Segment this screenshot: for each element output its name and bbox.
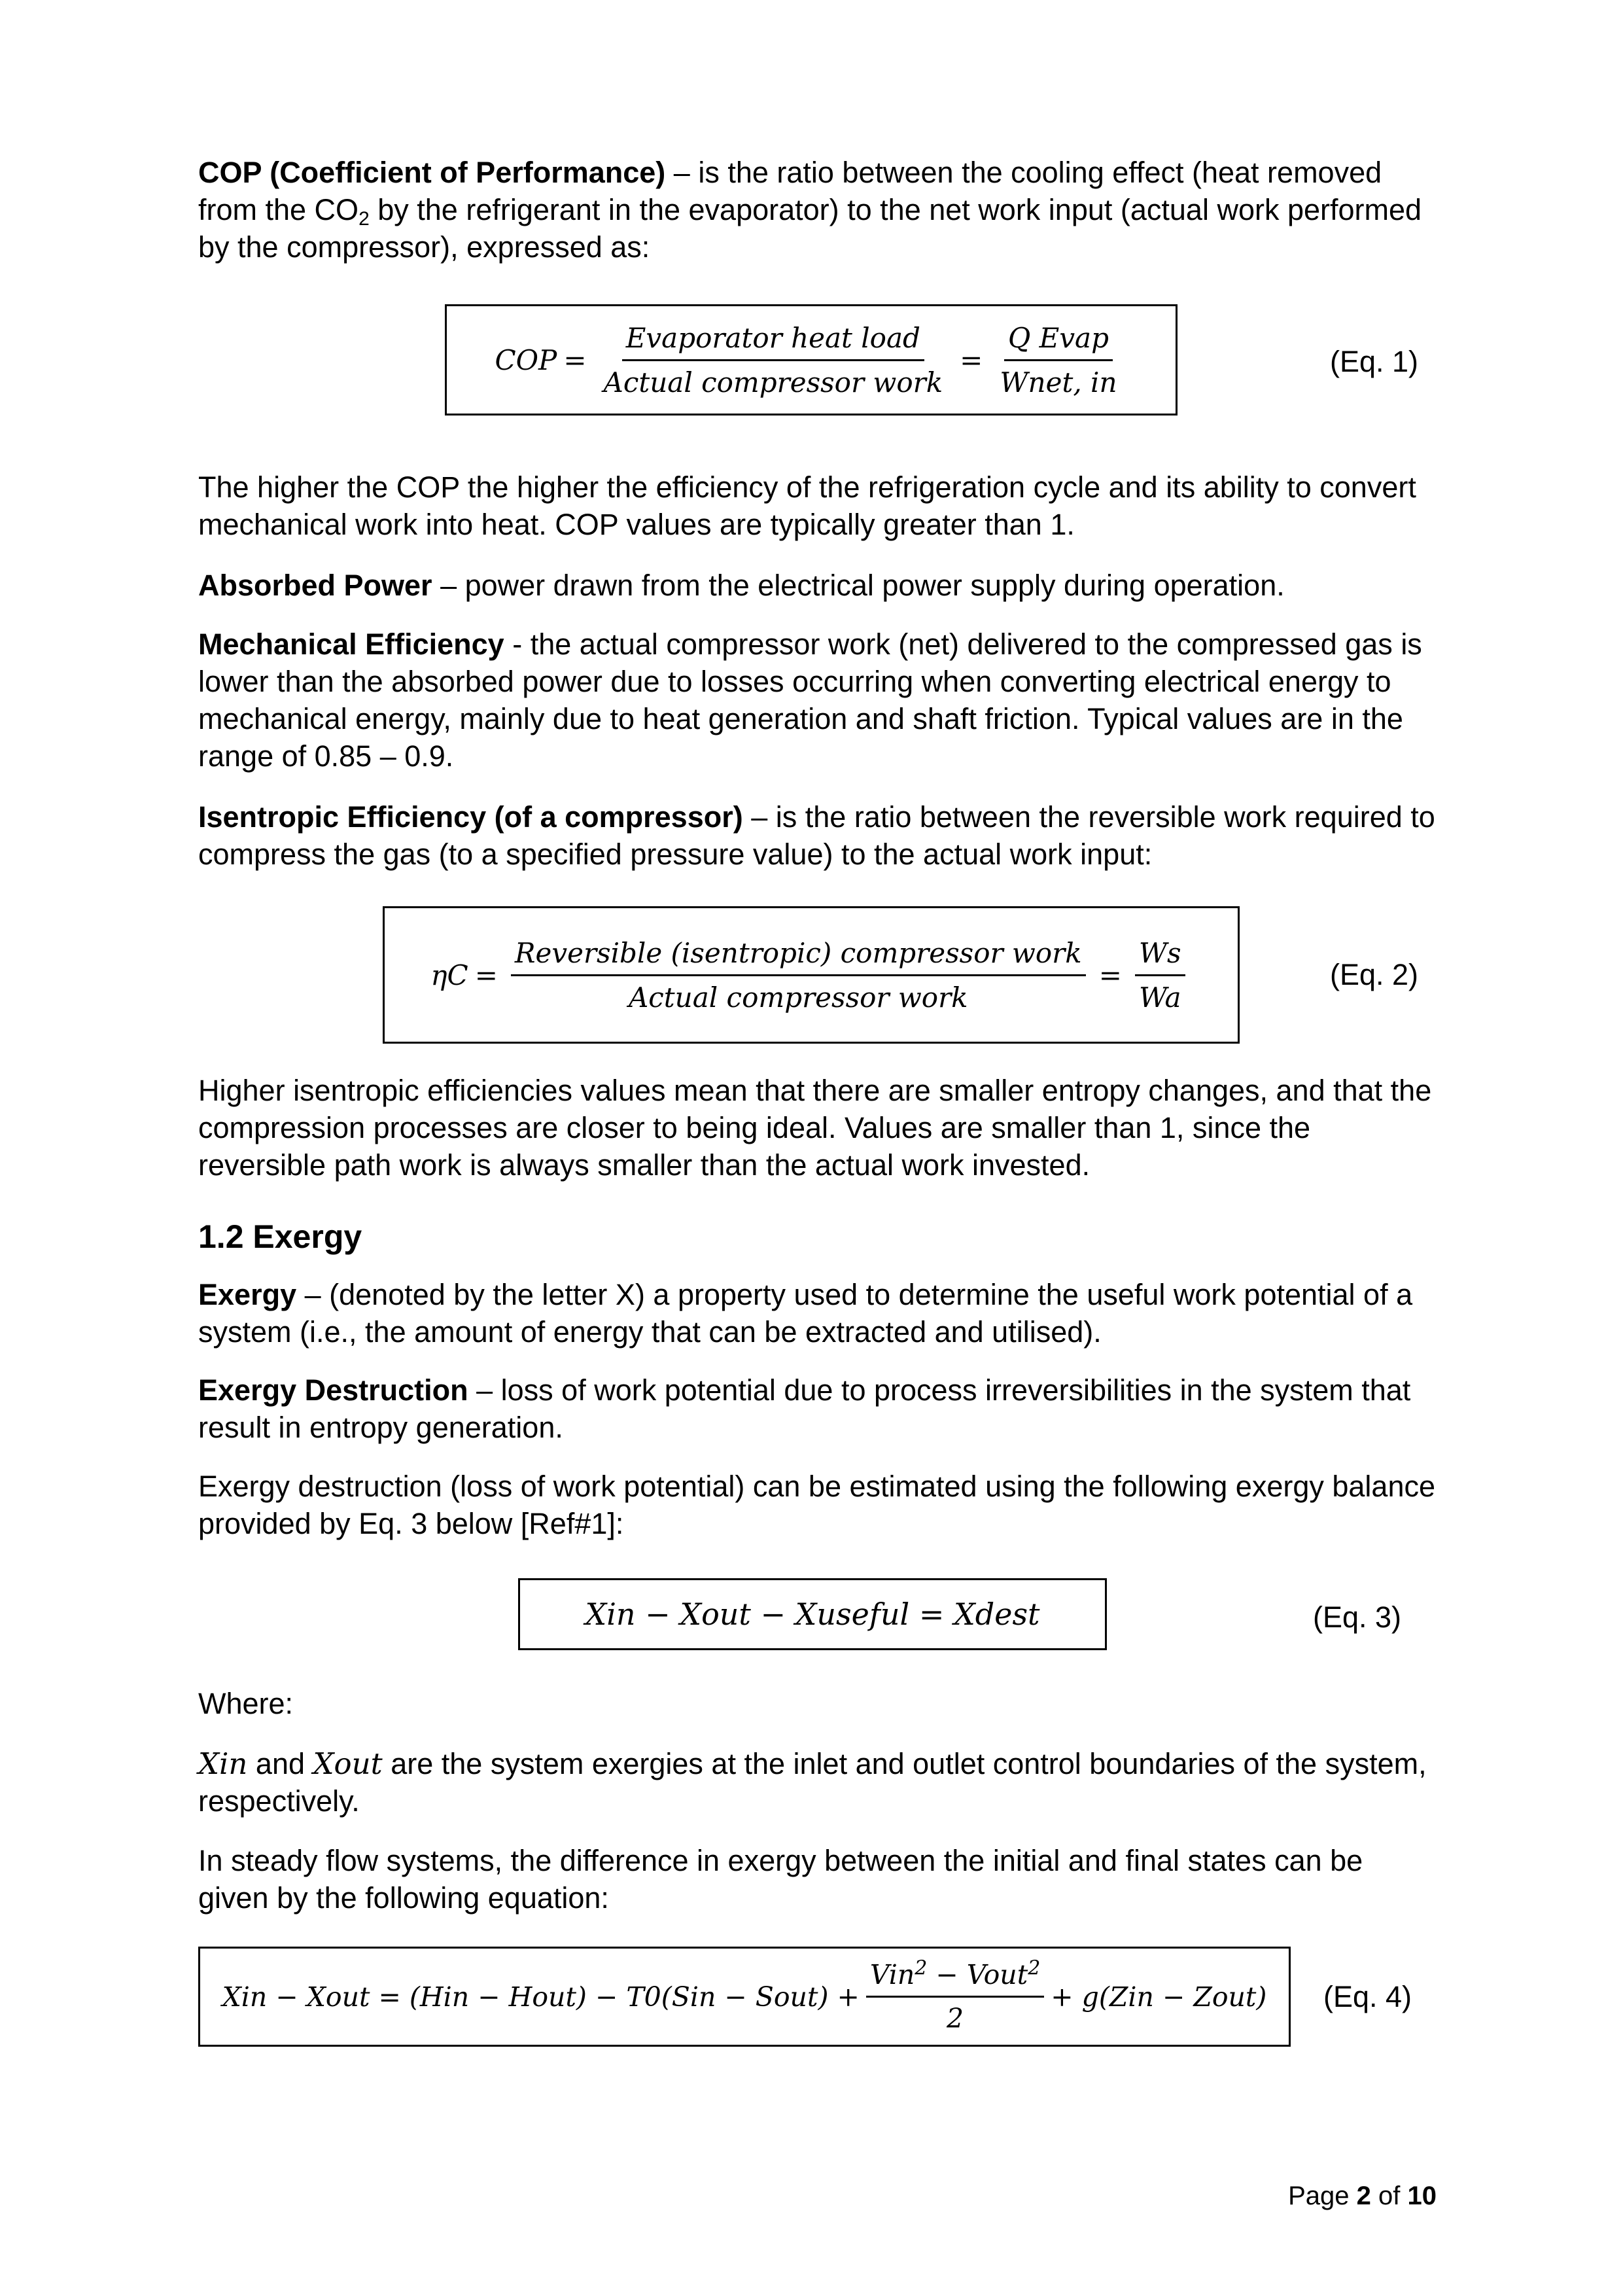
eq1-fraction-1	[600, 322, 947, 398]
eq2-numerator-2: Ws	[1135, 937, 1185, 976]
equation-4-label: (Eq. 4)	[1323, 1980, 1412, 2013]
eq1-equals-2: =	[960, 344, 983, 376]
cop-text-a: – is the ratio between the cooling effect (heat removed from the CO	[198, 156, 1382, 226]
eq2-denominator-1: Actual compressor work	[628, 981, 968, 1014]
term-exergy: Exergy	[198, 1278, 297, 1311]
cop-text-b: by the refrigerant in the evaporator) to the net work input (actual work performed by the compressor), expressed as:	[198, 193, 1422, 264]
eq1-denominator-2: Wnet, in	[1000, 366, 1117, 398]
eq4-vin-exponent: 2	[915, 1956, 928, 1980]
paragraph-mechanical-efficiency	[198, 626, 1441, 775]
exergy-destruction-text: – loss of work potential due to process irreversibilities in the system that result in entropy generation.	[198, 1373, 1411, 1444]
exergy-text: – (denoted by the letter X) a property used to determine the useful work potential of a system (i.e., the amount of energy that can be extracted and utilised).	[198, 1278, 1413, 1349]
paragraph-steady-flow: In steady flow systems, the difference in exergy between the initial and final states can be given by the following equation:	[198, 1844, 1363, 1915]
term-mechanical-efficiency: Mechanical Efficiency	[198, 627, 504, 661]
paragraph-cop-definition	[198, 154, 1441, 266]
equation-4-box	[198, 1947, 1291, 2047]
paragraph-cop-higher: The higher the COP the higher the efficiency of the refrigeration cycle and its ability to convert mechanical work into heat. COP values are typically greater than 1.	[198, 470, 1416, 541]
paragraph-inlet-outlet	[198, 1745, 1441, 1820]
var-xout: Xout	[313, 1746, 383, 1781]
term-isentropic-efficiency: Isentropic Efficiency (of a compressor)	[198, 800, 743, 834]
eq2-equals: =	[474, 959, 498, 991]
eq4-vout: − Vout	[927, 1959, 1028, 1990]
page-number	[1288, 2181, 1437, 2211]
eq1-lhs: COP	[495, 344, 557, 376]
eq4-left: Xin − Xout = (Hin − Hout) − T0(Sin − Sout) +	[222, 1981, 860, 2013]
eq1-numerator-1: Evaporator heat load	[622, 322, 924, 361]
page-current: 2	[1356, 2181, 1371, 2210]
equation-2-label: (Eq. 2)	[1330, 958, 1419, 991]
eq1-numerator-2: Q Evap	[1004, 322, 1113, 361]
equation-2-box	[383, 906, 1240, 1044]
paragraph-where: Where:	[198, 1687, 294, 1720]
eq2-denominator-2: Wa	[1138, 981, 1181, 1014]
eq4-denominator: 2	[947, 2003, 964, 2034]
equation-1-label: (Eq. 1)	[1330, 345, 1419, 378]
eq4-numerator	[866, 1956, 1044, 1998]
eq4-vout-exponent: 2	[1028, 1956, 1041, 1980]
page-total: 10	[1407, 2181, 1437, 2210]
paragraph-exergy	[198, 1276, 1441, 1351]
eq2-numerator-1: Reversible (isentropic) compressor work	[511, 937, 1086, 976]
eq2-fraction-2	[1135, 937, 1185, 1014]
eq1-fraction-2	[996, 322, 1121, 398]
inlet-outlet-text: are the system exergies at the inlet and outlet control boundaries of the system, respectively.	[198, 1747, 1427, 1818]
eq4-vin: Vin	[869, 1959, 915, 1990]
paragraph-absorbed-power	[198, 567, 1441, 604]
mechanical-efficiency-text: - the actual compressor work (net) delivered to the compressed gas is lower than the absorbed power due to losses occurring when converting electrical energy to mechanical energy, mainly due to heat generation and shaft friction. Typical values are in the range of 0.85 – 0.9.	[198, 627, 1422, 773]
page-of: of	[1370, 2181, 1408, 2210]
eq2-equals-2: =	[1098, 959, 1122, 991]
paragraph-exergy-destruction	[198, 1371, 1441, 1446]
equation-3-label: (Eq. 3)	[1313, 1600, 1402, 1634]
equation-1-box	[445, 304, 1178, 415]
equation-3-box	[518, 1578, 1107, 1650]
page-prefix: Page	[1288, 2181, 1357, 2210]
eq3-expression: Xin − Xout − Xuseful = Xdest	[585, 1597, 1040, 1632]
section-heading-exergy: 1.2 Exergy	[198, 1218, 362, 1255]
eq4-right: + g(Zin − Zout)	[1051, 1981, 1267, 2013]
isentropic-efficiency-text: – is the ratio between the reversible work required to compress the gas (to a specified pressure value) to the actual work input:	[198, 800, 1435, 871]
paragraph-exergy-balance: Exergy destruction (loss of work potential) can be estimated using the following exergy balance provided by Eq. 3 below [Ref#1]:	[198, 1470, 1436, 1540]
paragraph-isentropic-higher: Higher isentropic efficiencies values mean that there are smaller entropy changes, and that the compression processes are closer to being ideal. Values are smaller than 1, since the reversible path work is always smaller than the actual work invested.	[198, 1074, 1432, 1182]
term-absorbed-power: Absorbed Power	[198, 569, 432, 602]
var-xin: Xin	[198, 1746, 248, 1781]
eq2-lhs: ηC	[430, 959, 468, 991]
and-text: and	[247, 1747, 313, 1780]
eq2-fraction-1	[511, 937, 1086, 1014]
eq1-equals: =	[563, 344, 587, 376]
co2-subscript: 2	[358, 208, 370, 230]
eq4-fraction	[866, 1956, 1044, 2034]
paragraph-isentropic-efficiency	[198, 798, 1441, 873]
absorbed-power-text: – power drawn from the electrical power supply during operation.	[432, 569, 1285, 602]
term-cop: COP (Coefficient of Performance)	[198, 156, 666, 189]
term-exergy-destruction: Exergy Destruction	[198, 1373, 468, 1407]
eq1-denominator-1: Actual compressor work	[603, 366, 943, 398]
